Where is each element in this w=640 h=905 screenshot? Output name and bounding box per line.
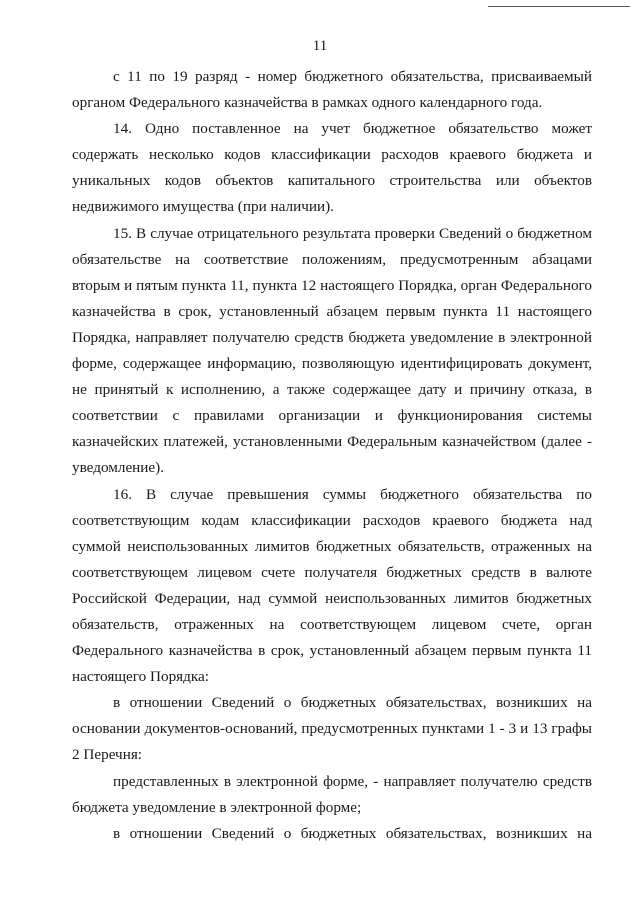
paragraph: с 11 по 19 разряд - номер бюджетного обязательства, присваиваемый органом Федерального казначейства в рамках одного календарного года. [72,68,592,112]
paragraph: 16. В случае превышения суммы бюджетного обязательства по соответствующим кодам классификации расходов краевого бюджета над суммой неиспользованных лимитов бюджетных обязательств, отраженных на соответствующем лицевом счете получателя бюджетных средств в валюте Российской Федерации, над суммой неиспользованных лимитов бюджетных обязательств, отраженных на соответствующем лицевом счете, орган Федерального казначейства в срок, установленный абзацем первым пункта 11 настоящего Порядка: [72,485,592,686]
paragraph: представленных в электронной форме, - направляет получателю средств бюджета уведомление в электронной форме; [72,772,592,816]
paragraph: 14. Одно поставленное на учет бюджетное обязательство может содержать несколько кодов классификации расходов краевого бюджета и уникальных кодов объектов капитального строительства или объектов недвижимого имущества (при наличии). [72,120,592,216]
top-rule [488,6,630,7]
paragraph: в отношении Сведений о бюджетных обязательствах, возникших на [113,824,592,842]
paragraph: в отношении Сведений о бюджетных обязательствах, возникших на основании документов-оснований, предусмотренных пунктами 1 - 3 и 13 графы 2 Перечня: [72,694,592,764]
page-number: 11 [312,38,328,54]
document-body [72,64,592,847]
paragraph: 15. В случае отрицательного результата проверки Сведений о бюджетном обязательстве на соответствие положениям, предусмотренным абзацами вторым и пятым пункта 11, пункта 12 настоящего Порядка, орган Федерального казначейства в срок, установленный абзацем первым пункта 11 настоящего Порядка, направляет получателю средств бюджета уведомление в электронной форме, содержащее информацию, позволяющую идентифицировать документ, не принятый к исполнению, а также содержащее дату и причину отказа, в соответствии с правилами организации и функционирования системы казначейских платежей, установленными Федеральным казначейством (далее - уведомление). [72,224,592,477]
